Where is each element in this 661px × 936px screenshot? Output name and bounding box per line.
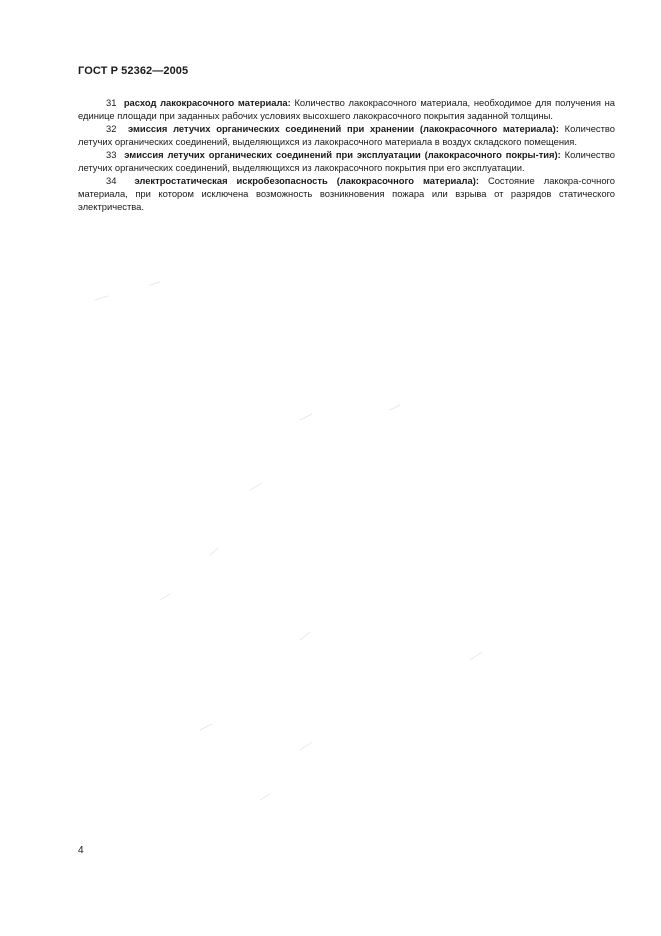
terms-list — [78, 96, 615, 213]
term-33 — [78, 148, 615, 174]
term-title: расход лакокрасочного материала: — [123, 97, 291, 108]
term-definition: Количество летучих органических соединений, выделяющихся из лакокрасочного материала в воздух складского помещения. — [78, 123, 615, 147]
document-number-header: ГОСТ Р 52362—2005 — [78, 65, 189, 77]
term-number: 31 — [106, 97, 117, 108]
term-definition: Состояние лакокра-сочного материала, при котором исключена возможность возникновения пожара или взрыва от разрядов статического электричества. — [78, 175, 615, 212]
term-32 — [78, 122, 615, 148]
term-number: 33 — [106, 149, 117, 160]
term-number: 32 — [106, 123, 117, 134]
term-title: эмиссия летучих органических соединений при эксплуатации (лакокрасочного покры-тия): — [124, 149, 561, 160]
term-31 — [78, 96, 615, 122]
term-34 — [78, 174, 615, 213]
term-title: эмиссия летучих органических соединений при хранении (лакокрасочного материала): — [127, 123, 559, 134]
term-definition: Количество летучих органических соединений, выделяющихся из лакокрасочного покрытия при его эксплуатации. — [78, 149, 616, 173]
term-title: электростатическая искробезопасность (лакокрасочного материала): — [134, 175, 479, 186]
page-number: 4 — [78, 845, 84, 856]
term-definition: Количество лакокрасочного материала, необходимое для получения на единице площади при заданных рабочих условиях высохшего лакокрасочного покрытия заданной толщины. — [78, 97, 615, 121]
term-number: 34 — [106, 175, 117, 186]
